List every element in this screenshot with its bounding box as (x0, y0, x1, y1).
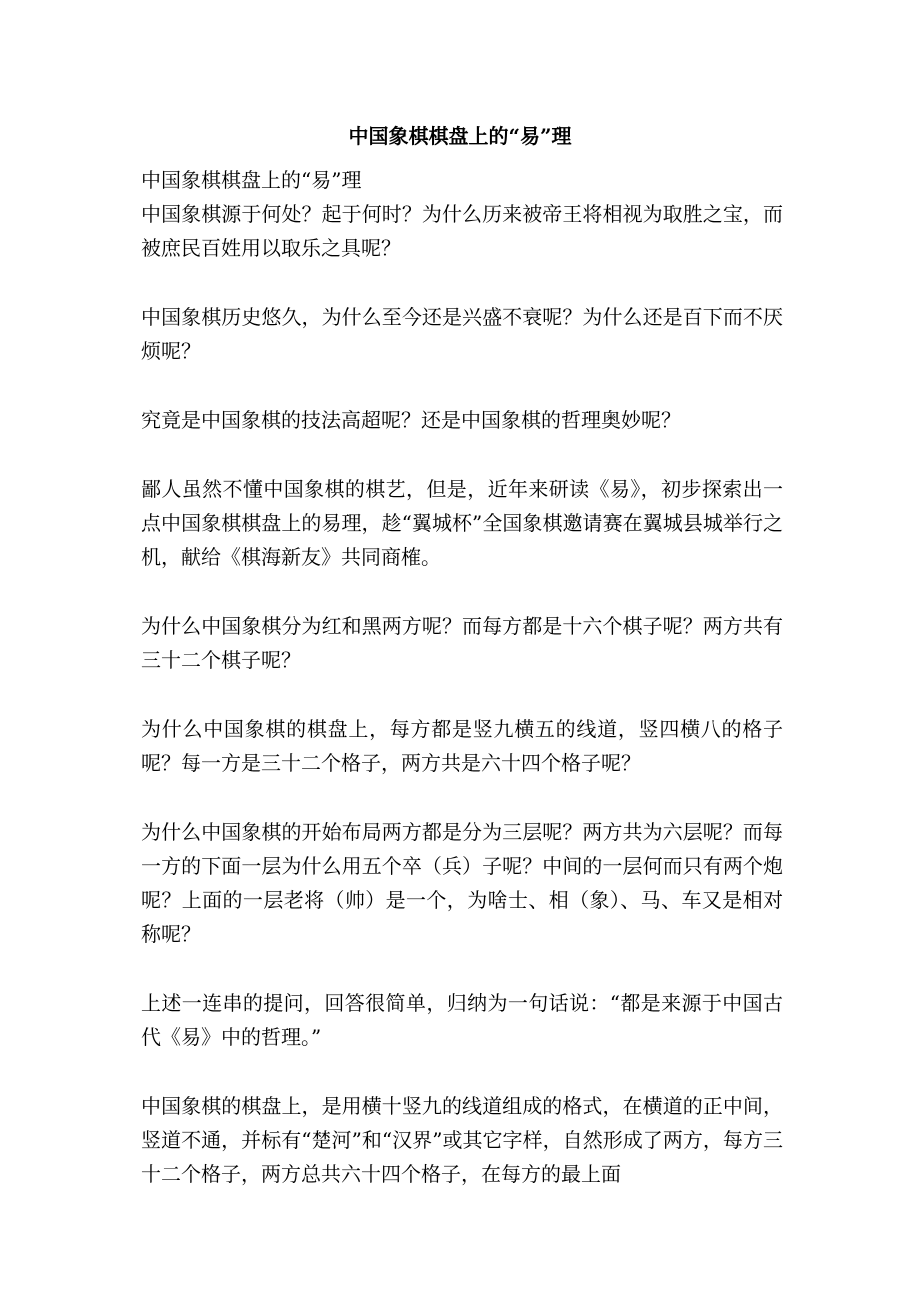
subtitle-line: 中国象棋棋盘上的“易”理 (141, 168, 362, 192)
paragraph-gap (141, 437, 783, 472)
paragraph-history: 中国象棋历史悠久，为什么至今还是兴盛不衰呢？为什么还是百下而不厌烦呢？ (141, 305, 783, 363)
document-title: 中国象棋棋盘上的“易”理 (348, 124, 572, 148)
paragraph-gap (141, 1054, 783, 1089)
paragraph-answer: 上述一连串的提问，回答很简单，归纳为一句话说：“都是来源于中国古代《易》中的哲理。” (141, 991, 783, 1049)
paragraph-gap (141, 677, 783, 712)
paragraph-gap (141, 780, 783, 815)
paragraph-board-description: 中国象棋的棋盘上，是用横十竖九的线道组成的格式，在横道的正中间，竖道不通，并标有“楚河”和“汉界”或其它字样，自然形成了两方，每方三十二个格子，两方总共六十四个格子，在每方的最上面 (141, 1094, 783, 1186)
paragraph-gap (141, 574, 783, 609)
paragraph-technique: 究竟是中国象棋的技法高超呢？还是中国象棋的哲理奥妙呢？ (141, 408, 681, 432)
paragraph-gap (141, 951, 783, 986)
paragraph-author-intro: 鄙人虽然不懂中国象棋的棋艺，但是，近年来研读《易》，初步探索出一点中国象棋棋盘上的易理，趁“翼城杯”全国象棋邀请赛在翼城县城举行之机，献给《棋海新友》共同商榷。 (141, 477, 783, 569)
paragraph-board-question: 为什么中国象棋的棋盘上，每方都是竖九横五的线道，竖四横八的格子呢？每一方是三十二个格子，两方共是六十四个格子呢？ (141, 717, 783, 775)
document-body (141, 163, 783, 1191)
paragraph-gap (141, 265, 783, 300)
paragraph-origin: 中国象棋源于何处？起于何时？为什么历来被帝王将相视为取胜之宝，而被庶民百姓用以取乐之具呢？ (141, 202, 783, 260)
paragraph-layout-question: 为什么中国象棋的开始布局两方都是分为三层呢？两方共为六层呢？而每一方的下面一层为什么用五个卒（兵）子呢？中间的一层何而只有两个炮呢？上面的一层老将（帅）是一个，为啥士、相（象）、马、车又是相对称呢？ (141, 820, 783, 946)
paragraph-gap (141, 368, 783, 403)
paragraph-pieces-question: 为什么中国象棋分为红和黑两方呢？而每方都是十六个棋子呢？两方共有三十二个棋子呢？ (141, 614, 783, 672)
